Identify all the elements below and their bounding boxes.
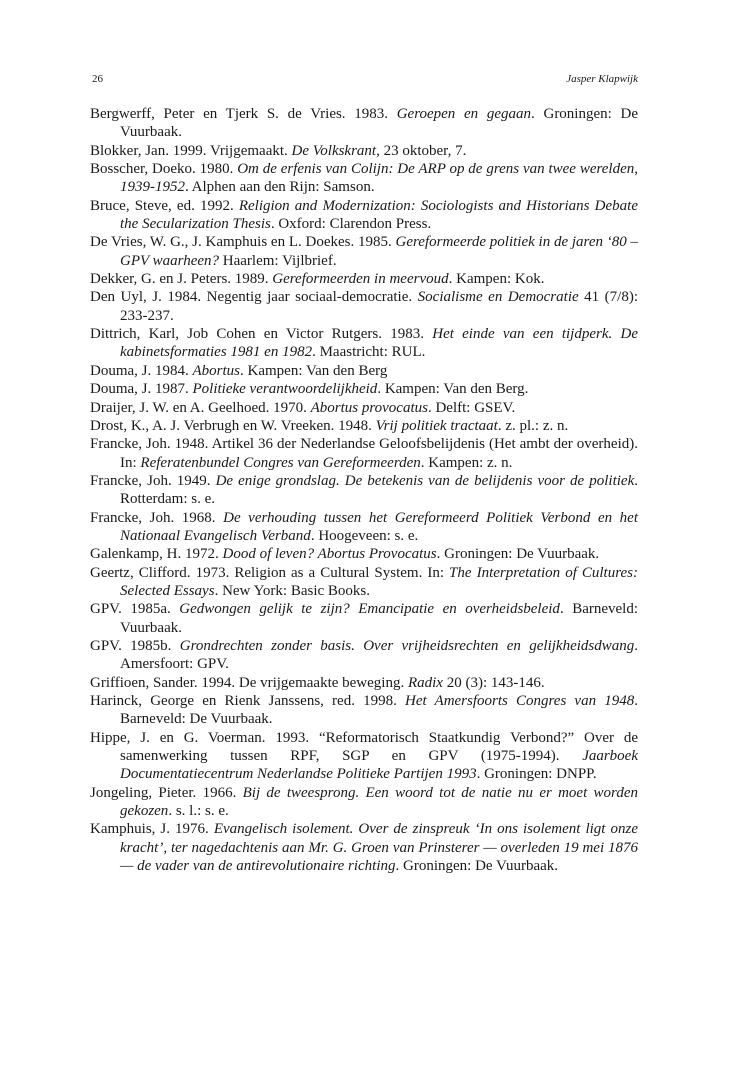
reference-entry — [90, 270, 638, 288]
reference-text: . Groningen: De Vuurbaak. — [436, 546, 600, 563]
reference-text: Jongeling, Pieter. 1966. — [90, 784, 243, 801]
reference-title: Evangelisch isolement. Over de zinspreuk ‘In ons isolement ligt onze kracht’, ter nagedachtenis aan Mr. G. Groen van Prinsterer — overleden 19 mei 1876 — de vader van de antirevolutionaire richting — [120, 821, 638, 875]
reference-text: Douma, J. 1984. — [90, 362, 193, 379]
reference-text: . Delft: GSEV. — [427, 399, 516, 416]
reference-text: . Hoogeveen: s. e. — [310, 527, 419, 544]
reference-title: Grondrechten zonder basis. Over vrijheidsrechten en gelijkheidsdwang — [179, 637, 635, 654]
page-number: 26 — [92, 73, 103, 85]
reference-text: . Groningen: DNPP. — [476, 766, 597, 783]
reference-entry — [90, 142, 638, 160]
reference-text: , 23 oktober, 7. — [376, 142, 467, 159]
reference-title: Gereformeerden in meervoud — [272, 271, 449, 288]
reference-text: Francke, Joh. 1949. — [90, 472, 216, 489]
reference-text: Bosscher, Doeko. 1980. — [90, 161, 238, 178]
reference-text: Dekker, G. en J. Peters. 1989. — [90, 271, 273, 288]
reference-text: . s. l.: s. e. — [168, 803, 229, 820]
reference-text: . Groningen: De Vuurbaak. — [120, 106, 638, 141]
reference-text: Haarlem: Vijlbrief. — [219, 252, 337, 269]
reference-text: . Barneveld: De Vuurbaak. — [120, 693, 638, 728]
reference-entry — [90, 288, 638, 325]
reference-title: De enige grondslag. De betekenis van de belijdenis voor de politiek — [215, 472, 635, 489]
reference-text: . Kampen: Kok. — [448, 271, 545, 288]
reference-text: . Groningen: De Vuurbaak. — [395, 858, 559, 875]
reference-entry — [90, 362, 638, 380]
reference-entry — [90, 637, 638, 674]
reference-text: . Kampen: Van den Berg — [240, 362, 388, 379]
reference-text: . Amersfoort: GPV. — [120, 637, 638, 673]
reference-title: De Volkskrant — [291, 142, 377, 159]
reference-text: Geertz, Clifford. 1973. Religion as a Cultural System. In: — [90, 564, 450, 581]
reference-title: Het einde van een tijdperk. De kabinetsformaties 1981 en 1982 — [120, 326, 638, 361]
reference-text: Galenkamp, H. 1972. — [90, 546, 223, 563]
reference-title: Abortus — [192, 362, 241, 379]
reference-title: Gereformeerde politiek in de jaren ‘80 – GPV waarheen? — [120, 234, 638, 269]
reference-text: GPV. 1985a. — [90, 601, 180, 618]
reference-text: . Kampen: Van den Berg. — [377, 381, 529, 398]
reference-title: Geroepen en gegaan — [396, 106, 532, 122]
reference-text: . Oxford: Clarendon Press. — [270, 216, 432, 233]
reference-entry — [90, 233, 638, 270]
reference-entry — [90, 564, 638, 601]
reference-title: Bij de tweesprong. Een woord tot de natie nu er moet worden gekozen — [120, 784, 638, 820]
reference-text: Kamphuis, J. 1976. — [90, 821, 214, 838]
reference-list — [90, 105, 638, 875]
reference-text: Bergwerff, Peter en Tjerk S. de Vries. 1983. — [90, 106, 397, 122]
reference-text: . New York: Basic Books. — [214, 582, 370, 599]
reference-text: Drost, K., A. J. Verbrugh en W. Vreeken. 1948. — [90, 417, 376, 434]
reference-text: 41 (7/8): 233-237. — [120, 289, 638, 324]
reference-text: . Rotterdam: s. e. — [120, 472, 638, 508]
reference-entry — [90, 545, 638, 563]
reference-title: Om de erfenis van Colijn: De ARP op de grens van twee werelden, 1939-1952 — [120, 161, 638, 196]
reference-text: Harinck, George en Rienk Janssens, red. 1998. — [90, 693, 405, 709]
reference-text: Bruce, Steve, ed. 1992. — [90, 197, 239, 214]
reference-text: Griffioen, Sander. 1994. De vrijgemaakte beweging. — [90, 674, 408, 691]
reference-text: . z. pl.: z. n. — [497, 417, 569, 434]
reference-title: The Interpretation of Cultures: Selected Essays — [120, 564, 638, 599]
reference-entry — [90, 160, 638, 197]
reference-text: Den Uyl, J. 1984. Negentig jaar sociaal-democratie. — [90, 289, 418, 306]
reference-title: Referatenbundel Congres van Gereformeerden — [140, 454, 421, 471]
reference-entry — [90, 197, 638, 234]
reference-entry — [90, 820, 638, 875]
reference-text: . Alphen aan den Rijn: Samson. — [185, 179, 375, 196]
reference-text: 20 (3): 143-146. — [442, 674, 545, 691]
reference-title: Socialisme en Democratie — [417, 289, 579, 306]
reference-text: . Kampen: z. n. — [420, 454, 513, 471]
reference-title: Radix — [407, 674, 443, 691]
reference-entry — [90, 729, 638, 784]
reference-entry — [90, 105, 638, 142]
reference-text: De Vries, W. G., J. Kamphuis en L. Doekes. 1985. — [90, 234, 396, 251]
reference-text: Draijer, J. W. en A. Geelhoed. 1970. — [90, 399, 311, 416]
reference-text: GPV. 1985b. — [90, 637, 180, 654]
reference-text: Dittrich, Karl, Job Cohen en Victor Rutgers. 1983. — [90, 326, 433, 343]
reference-title: Dood of leven? Abortus Provocatus — [222, 546, 437, 563]
reference-entry — [90, 435, 638, 472]
reference-entry — [90, 674, 638, 692]
reference-title: Vrij politiek tractaat — [375, 417, 498, 434]
reference-text: Blokker, Jan. 1999. Vrijgemaakt. — [90, 142, 292, 159]
reference-entry — [90, 600, 638, 637]
reference-title: Gedwongen gelijk te zijn? Emancipatie en overheidsbeleid — [179, 601, 560, 618]
reference-title: Jaarboek Documentatiecentrum Nederlandse Politieke Partijen 1993 — [120, 748, 638, 783]
reference-text: Francke, Joh. 1948. Artikel 36 der Nederlandse Geloofsbelijdenis (Het ambt der overheid). In: — [90, 436, 638, 471]
reference-title: Het Amersfoorts Congres van 1948 — [405, 693, 635, 709]
reference-entry — [90, 380, 638, 398]
reference-title: De verhouding tussen het Gereformeerd Politiek Verbond en het Nationaal Evangelisch Verband — [120, 509, 638, 544]
reference-entry — [90, 472, 638, 509]
reference-entry — [90, 509, 638, 546]
reference-entry — [90, 692, 638, 729]
reference-entry — [90, 784, 638, 821]
running-head: Jasper Klapwijk — [566, 73, 638, 85]
reference-text: Francke, Joh. 1968. — [90, 509, 224, 526]
reference-text: . Barneveld: Vuurbaak. — [120, 601, 639, 636]
reference-title: Religion and Modernization: Sociologists and Historians Debate the Secularization Thesis — [120, 197, 638, 233]
reference-text: . Maastricht: RUL. — [312, 344, 426, 361]
reference-entry — [90, 399, 638, 417]
reference-entry — [90, 417, 638, 435]
reference-title: Abortus provocatus — [310, 399, 428, 416]
reference-entry — [90, 325, 638, 362]
reference-title: Politieke verantwoordelijkheid — [192, 381, 378, 398]
reference-text: Hippe, J. en G. Voerman. 1993. “Reformatorisch Staatkundig Verbond?” Over de samenwerking tussen RPF, SGP en GPV (1975-1994). — [90, 729, 638, 765]
reference-text: Douma, J. 1987. — [90, 381, 193, 398]
